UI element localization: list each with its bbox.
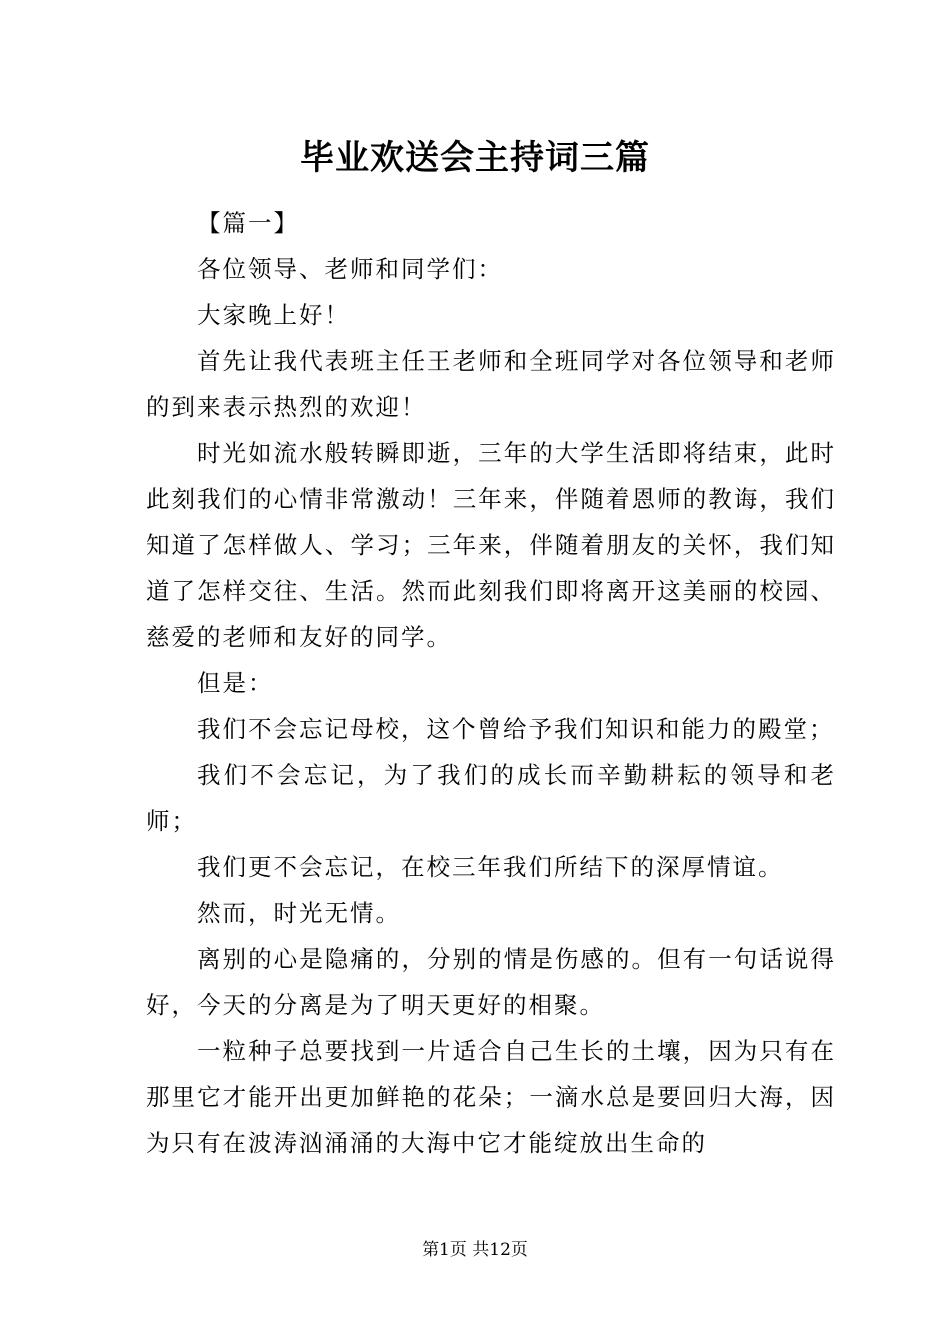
paragraph: 离别的心是隐痛的，分别的情是伤感的。但有一句话说得好，今天的分离是为了明天更好的相聚。 [146,945,836,1019]
paragraph: 我们不会忘记母校，这个曾给予我们知识和能力的殿堂； [197,715,835,743]
page-footer: 第1页 共12页 [422,1240,528,1260]
paragraph: 然而，时光无情。 [197,899,401,927]
paragraph: 但是： [197,669,274,697]
document-title: 毕业欢送会主持词三篇 [300,138,650,178]
document-body [146,200,836,1166]
paragraph: 我们更不会忘记，在校三年我们所结下的深厚情谊。 [197,853,784,881]
paragraph: 首先让我代表班主任王老师和全班同学对各位领导和老师的到来表示热烈的欢迎！ [146,347,836,421]
paragraph: 【篇一】 [197,209,299,237]
paragraph: 各位领导、老师和同学们： [197,255,503,283]
paragraph: 时光如流水般转瞬即逝，三年的大学生活即将结束，此时此刻我们的心情非常激动！三年来，伴随着恩师的教诲，我们知道了怎样做人、学习；三年来，伴随着朋友的关怀，我们知道了怎样交往、生活。然而此刻我们即将离开这美丽的校园、慈爱的老师和友好的同学。 [146,439,836,651]
paragraph: 一粒种子总要找到一片适合自己生长的土壤，因为只有在那里它才能开出更加鲜艳的花朵；一滴水总是要回归大海，因为只有在波涛汹涌涌的大海中它才能绽放出生命的 [146,1037,836,1157]
paragraph: 大家晚上好！ [197,301,350,329]
paragraph: 我们不会忘记，为了我们的成长而辛勤耕耘的领导和老师； [146,761,836,835]
